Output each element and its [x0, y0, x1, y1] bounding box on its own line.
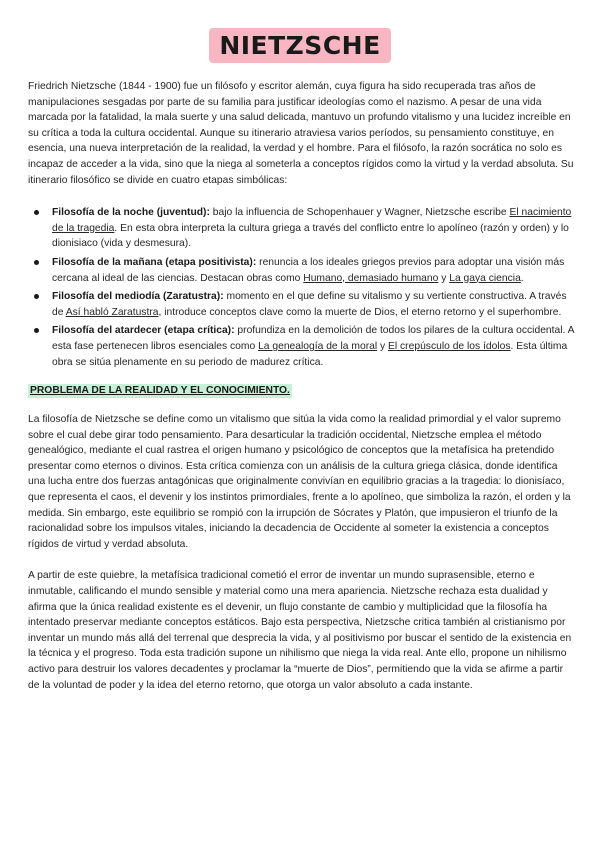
book-link[interactable]: El crepúsculo de los ídolos: [388, 340, 511, 352]
section-heading-container: [28, 383, 576, 412]
section-heading: PROBLEMA DE LA REALIDAD Y EL CONOCIMIENTO.: [30, 385, 290, 397]
stage-text: momento en el que define su vitalismo y su vertiente constructiva. A través de: [52, 291, 567, 318]
list-item: [52, 323, 576, 370]
stage-text: .: [520, 272, 524, 284]
stage-text: . En esta obra interpreta la cultura griega a través del conflicto entre lo apolíneo (razón y orden) y lo dionisiaco (vida y desmesura).: [52, 222, 569, 250]
reality-paragraph: La filosofía de Nietzsche se define como un vitalismo que sitúa la vida como la realidad primordial y el valor supremo sobre el cual debe girar todo pensamiento. Para desarticular la tradición occidental, Nietzsche emplea el método genealógico, mediante el cual rastrea el origen humano y psicológico de conceptos que la metafísica ha pretendido presentar como eternos o divinos. Esta crítica comienza con un análisis de la cultura griega clásica, donde identifica una lucha entre dos fuerzas antagónicas que originalmente convivían en equilibrio gracias a la tragedia: lo dionisíaco, que representa el caos, el devenir y los instintos primordiales, frente a lo apolíneo, que simboliza la razón, el orden y la medida. Sin embargo, este equilibrio se rompió con la irrupción de Sócrates y Platón, que impusieron el triunfo de la racionalidad sobre los impulsos vitales, iniciando la decadencia de Occidente al someter la existencia a conceptos rígidos de virtud y verdad absoluta.: [28, 414, 571, 550]
stage-heading: Filosofía de la noche (juventud):: [52, 207, 210, 219]
stage-heading: Filosofía del mediodía (Zaratustra):: [52, 291, 224, 303]
metaphysics-paragraph: A partir de este quiebre, la metafísica tradicional cometió el error de inventar un mundo suprasensible, eterno e inmutable, calificando el mundo sensible y material como una mera apariencia. Nietzsche rechaza esta dualidad y afirma que la única realidad existente es el devenir, un flujo constante de cambio y multiplicidad que la filosofía ha intentado preservar mediante conceptos estáticos. Bajo esta perspectiva, Nietzsche critica también al cristianismo por inventar un mundo más allá del terrenal que desprecia la vida, y al positivismo por buscar el sentido de la existencia en la técnica y el progreso. Toda esta tradición supone un nihilismo que niega la vida real. Ante ello, propone un nihilismo activo para destruir los valores decadentes y proclamar la “muerte de Dios”, permitiendo que la vida se afirme a partir de la voluntad de poder y la idea del eterno retorno, que otorga un valor absoluto a cada instante.: [28, 570, 572, 691]
book-link[interactable]: El nacimiento de la tragedia: [52, 207, 572, 234]
stage-text: renuncia a los ideales griegos previos para adoptar una visión más cercana al ideal de las ciencias. Destacan obras como: [52, 256, 565, 284]
list-item: [52, 205, 576, 252]
book-link[interactable]: Humano, demasiado humano: [303, 272, 439, 284]
stage-heading: Filosofía del atardecer (etapa crítica):: [52, 325, 235, 337]
stage-heading: Filosofía de la mañana (etapa positivista):: [52, 256, 257, 268]
stage-connector: y: [438, 272, 450, 284]
title-container: [0, 28, 600, 63]
stage-text: . Esta última obra se sitúa plenamente en su periodo de madurez crítica.: [52, 340, 568, 368]
page-title: NIETZSCHE: [209, 28, 390, 63]
stage-text: profundiza en la demolición de todos los pilares de la cultura occidental. A esta fase pertenecen libros esenciales como: [52, 325, 574, 352]
list-item: [52, 255, 576, 286]
stage-connector: y: [377, 340, 389, 352]
intro-paragraph: Friedrich Nietzsche (1844 - 1900) fue un filósofo y escritor alemán, cuya figura ha sido recuperada tras años de manipulaciones sesgadas por parte de su familia para justificar ideologías como el nazismo. A pesar de una vida marcada por la fatalidad, la mala suerte y una salud delicada, mantuvo un profundo vitalismo y una lucidez increíble en su crítica a toda la cultura occidental. Aunque su itinerario atraviesa varios períodos, su pensamiento constituye, en esencia, una nueva interpretación de la realidad, la verdad y el hombre. Para el filósofo, la razón socrática no solo es incapaz de acceder a la vida, sino que la niega al someterla a conceptos rígidos como la virtud y la verdad absoluta. Su itinerario filosófico se divide en cuatro etapas simbólicas:: [28, 81, 574, 186]
stages-list: [28, 205, 576, 370]
book-link[interactable]: La gaya ciencia: [449, 272, 521, 284]
document-body: [28, 79, 576, 693]
stage-text: , introduce conceptos clave como la muerte de Dios, el eterno retorno y el superhombre.: [158, 306, 562, 318]
stage-text: bajo la influencia de Schopenhauer y Wagner, Nietzsche escribe: [209, 207, 510, 219]
book-link[interactable]: La genealogía de la moral: [258, 340, 378, 352]
book-link[interactable]: Así habló Zaratustra: [65, 306, 159, 318]
list-item: [52, 289, 576, 320]
